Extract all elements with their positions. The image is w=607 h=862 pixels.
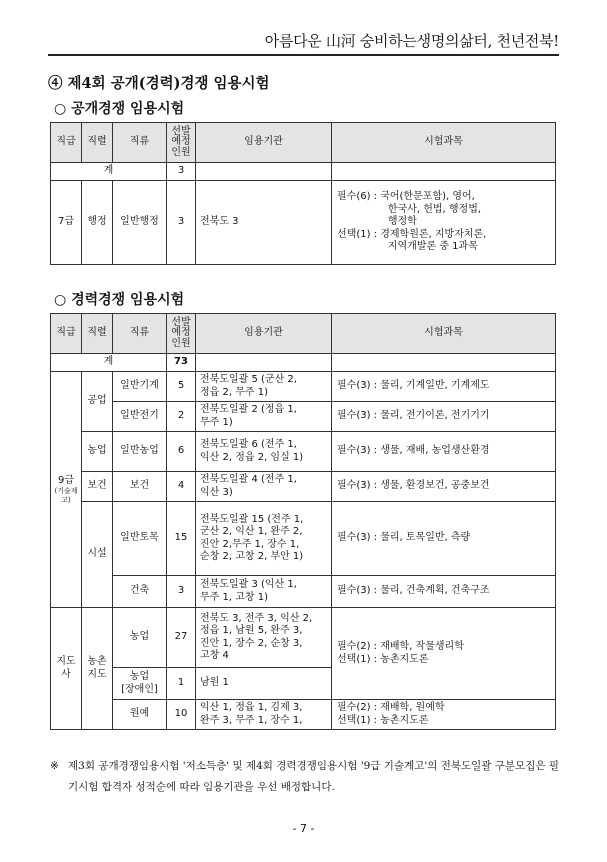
table-header-row xyxy=(51,314,556,354)
series-cell: 보건 xyxy=(82,472,113,502)
table-row xyxy=(51,608,556,668)
table-row xyxy=(51,372,556,402)
class-cell: 일반농업 xyxy=(113,432,167,472)
class-cell: 건축 xyxy=(113,576,167,608)
series-cell: 공업 xyxy=(82,372,113,432)
col-agency: 임용기관 xyxy=(196,123,332,163)
count-cell: 6 xyxy=(167,432,196,472)
header-slogan: 아름다운 山河 숭비하는생명의삶터, 천년전북! xyxy=(264,32,559,50)
col-agency: 임용기관 xyxy=(196,314,332,354)
subjects-cell: 필수(3) : 생물, 환경보건, 공중보건 xyxy=(332,472,556,502)
count-cell: 2 xyxy=(167,402,196,432)
subjects-cell: 필수(3) : 물리, 건축계획, 건축구조 xyxy=(332,576,556,608)
career-exam-title: ○ 경력경쟁 임용시험 xyxy=(54,292,185,308)
series-cell: 시설 xyxy=(82,502,113,608)
col-subjects: 시험과목 xyxy=(332,314,556,354)
footnote-mark: ※ xyxy=(50,760,59,772)
series-cell: 농촌 지도 xyxy=(82,608,113,730)
total-row xyxy=(51,354,556,372)
grade-9-sub: (기술계고) xyxy=(54,487,78,504)
agency-cell: 익산 1, 정읍 1, 김제 3, 완주 3, 무주 1, 장수 1, xyxy=(196,700,332,730)
col-class: 직류 xyxy=(113,123,167,163)
subjects-cell: 필수(2) : 재배학, 작물생리학 선택(1) : 농촌지도론 xyxy=(332,608,556,700)
class-cell: 일반전기 xyxy=(113,402,167,432)
page-number: - 7 - xyxy=(292,822,315,835)
count-cell: 5 xyxy=(167,372,196,402)
grade-cell: 7급 xyxy=(51,181,82,265)
agency-cell: 전북도일괄 5 (군산 2, 정읍 2, 무주 1) xyxy=(196,372,332,402)
footnote xyxy=(50,756,560,798)
class-cell: 일반토목 xyxy=(113,502,167,576)
col-series: 직렬 xyxy=(82,314,113,354)
agency-cell: 전북도 3, 전주 3, 익산 2, 정읍 1, 남원 5, 완주 3, 진안 1, 장수 2, 순창 3, 고창 4 xyxy=(196,608,332,668)
agency-cell: 전북도일괄 3 (익산 1, 무주 1, 고창 1) xyxy=(196,576,332,608)
agency-cell: 남원 1 xyxy=(196,668,332,700)
subjects-cell: 필수(3) : 생물, 재배, 농업생산환경 xyxy=(332,432,556,472)
footnote-text: 제3회 공개경쟁임용시험 '저소득층' 및 제4회 경력경쟁임용시험 '9급 기술계고'의 전북도일괄 구분모집은 필기시험 합격자 성적순에 따라 임용기관을 우선 배정합니다. xyxy=(68,760,559,793)
count-cell: 3 xyxy=(167,576,196,608)
agency-cell: 전북도일괄 4 (전주 1, 익산 3) xyxy=(196,472,332,502)
total-row xyxy=(51,163,556,181)
table-row xyxy=(51,432,556,472)
count-cell: 1 xyxy=(167,668,196,700)
col-count: 선발 예정 인원 xyxy=(167,314,196,354)
agency-cell: 전북도 3 xyxy=(196,181,332,265)
count-cell: 3 xyxy=(167,181,196,265)
total-count: 73 xyxy=(167,354,196,372)
grade-cell xyxy=(51,372,82,608)
open-exam-table xyxy=(50,122,556,265)
class-cell: 일반기계 xyxy=(113,372,167,402)
col-series: 직렬 xyxy=(82,123,113,163)
total-label: 계 xyxy=(51,163,167,181)
table-header-row xyxy=(51,123,556,163)
table-row xyxy=(51,576,556,608)
agency-cell: 전북도일괄 6 (전주 1, 익산 2, 정읍 2, 임실 1) xyxy=(196,432,332,472)
subjects-cell: 필수(3) : 물리, 전기이론, 전기기기 xyxy=(332,402,556,432)
class-cell: 원예 xyxy=(113,700,167,730)
grade-9: 9급 xyxy=(57,474,75,486)
col-grade: 직급 xyxy=(51,314,82,354)
total-label: 계 xyxy=(51,354,167,372)
count-cell: 27 xyxy=(167,608,196,668)
header-rule xyxy=(48,54,559,56)
subjects-cell: 필수(6) : 국어(한문포함), 영어, 한국사, 헌법, 행정법, 행정학 선택(1) : 경제학원론, 지방자치론, 지역개발론 중 1과목 xyxy=(332,181,556,265)
open-exam-title: ○ 공개경쟁 임용시험 xyxy=(54,101,185,117)
agency-cell: 전북도일괄 15 (전주 1, 군산 2, 익산 1, 완주 2, 진안 2,무주 1, 장수 1, 순창 2, 고창 2, 부안 1) xyxy=(196,502,332,576)
col-grade: 직급 xyxy=(51,123,82,163)
class-cell: 일반행정 xyxy=(113,181,167,265)
subjects-cell: 필수(3) : 물리, 기계일반, 기계제도 xyxy=(332,372,556,402)
count-cell: 15 xyxy=(167,502,196,576)
class-cell: 농업 [장애인] xyxy=(113,668,167,700)
class-cell: 농업 xyxy=(113,608,167,668)
grade-cell: 지도사 xyxy=(51,608,82,730)
col-count: 선발 예정 인원 xyxy=(167,123,196,163)
career-exam-table xyxy=(50,313,556,730)
series-cell: 행정 xyxy=(82,181,113,265)
table-row xyxy=(51,502,556,576)
class-cell: 보건 xyxy=(113,472,167,502)
table-row xyxy=(51,700,556,730)
count-cell: 10 xyxy=(167,700,196,730)
subjects-cell: 필수(2) : 재배학, 원예학 선택(1) : 농촌지도론 xyxy=(332,700,556,730)
subjects-cell: 필수(3) : 물리, 토목일반, 측량 xyxy=(332,502,556,576)
table-row xyxy=(51,472,556,502)
col-subjects: 시험과목 xyxy=(332,123,556,163)
col-class: 직류 xyxy=(113,314,167,354)
total-count: 3 xyxy=(167,163,196,181)
table-row xyxy=(51,402,556,432)
section-title: ④ 제4회 공개(경력)경쟁 임용시험 xyxy=(48,75,270,92)
series-cell: 농업 xyxy=(82,432,113,472)
agency-cell: 전북도일괄 2 (정읍 1, 무주 1) xyxy=(196,402,332,432)
table-row xyxy=(51,181,556,265)
count-cell: 4 xyxy=(167,472,196,502)
